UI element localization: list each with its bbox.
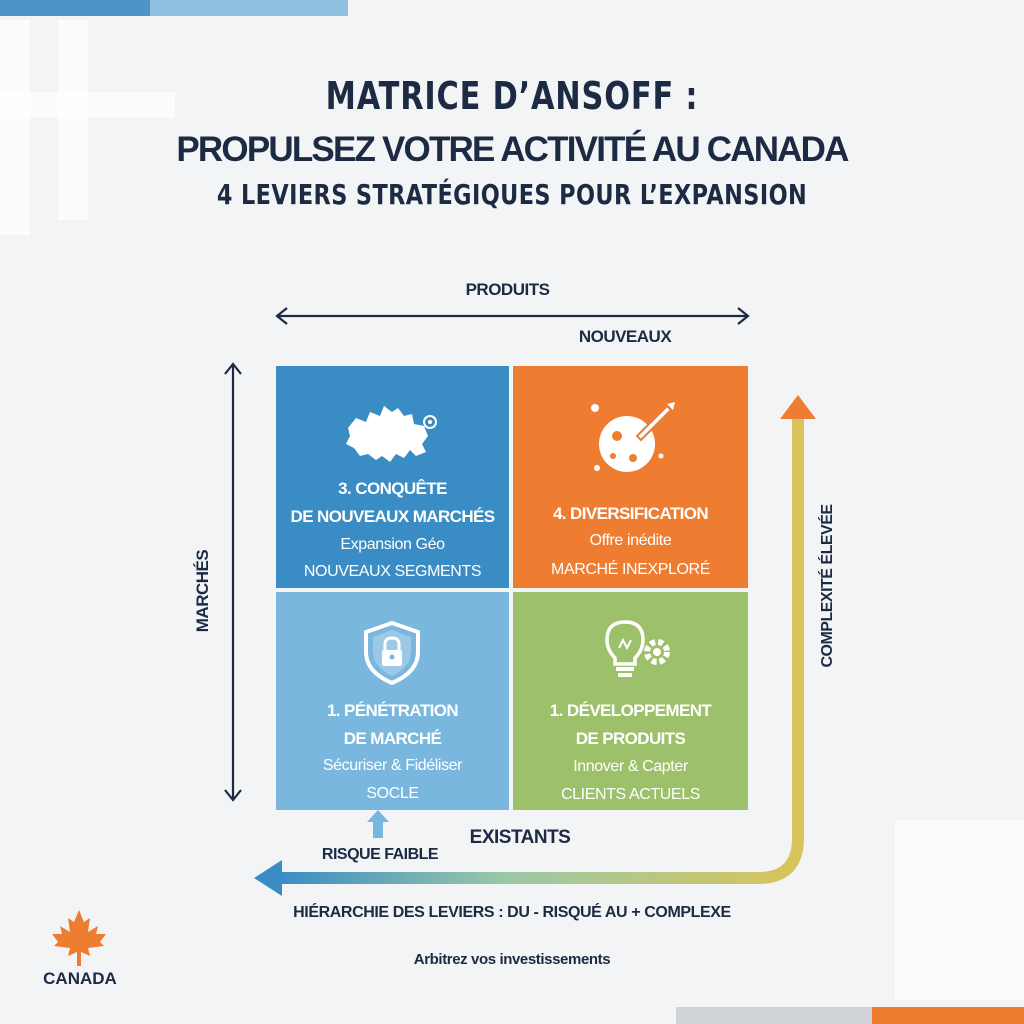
low-risk-label: RISQUE FAIBLE <box>321 846 439 863</box>
low-risk-arrow-icon <box>365 808 391 840</box>
markets-axis-arrow <box>219 358 247 806</box>
quadrant-product-development <box>513 592 748 810</box>
quadrant-subtitle: Expansion Géo <box>340 536 445 553</box>
quadrant-title: DE MARCHÉ <box>343 729 442 748</box>
new-axis-label: NOUVEAUX <box>578 327 672 346</box>
lightbulb-gear-icon <box>599 618 673 684</box>
quadrant-subtitle: Sécuriser & Fidéliser <box>322 757 463 774</box>
background-decoration <box>0 20 30 235</box>
main-title: MATRICE D’ANSOFF : <box>325 74 699 118</box>
top-accent-bar-light-blue <box>150 0 348 16</box>
bottom-accent-bar-orange <box>872 1007 1024 1024</box>
brand-label: CANADA <box>43 969 117 988</box>
quadrant-title: DE NOUVEAUX MARCHÉS <box>290 507 495 526</box>
quadrant-diversification <box>513 366 748 588</box>
quadrant-tag: NOUVEAUX SEGMENTS <box>303 563 482 580</box>
complexity-label: COMPLEXITÉ ÉLEVÉE <box>819 504 836 668</box>
subtitle: 4 LEVIERS STRATÉGIQUES POUR L’EXPANSION <box>216 178 808 211</box>
bottom-accent-bar-grey <box>676 1007 872 1024</box>
rocket-icon <box>583 396 683 480</box>
quadrant-title: 4. DIVERSIFICATION <box>552 504 709 523</box>
shield-lock-icon <box>360 620 424 686</box>
canada-map-icon <box>340 400 440 474</box>
markets-axis-label: MARCHÉS <box>193 549 212 633</box>
existing-axis-label: EXISTANTS <box>469 827 571 848</box>
headline: PROPULSEZ VOTRE ACTIVITÉ AU CANADA <box>176 130 848 169</box>
quadrant-market-development <box>276 366 509 588</box>
quadrant-market-penetration <box>276 592 509 810</box>
quadrant-title: 1. PÉNÉTRATION <box>326 701 459 720</box>
top-accent-bar-blue <box>0 0 150 16</box>
quadrant-tag: CLIENTS ACTUELS <box>561 786 700 803</box>
quadrant-tag: MARCHÉ INEXPLORÉ <box>551 561 710 578</box>
quadrant-subtitle: Offre inédite <box>589 532 672 549</box>
quadrant-title: 3. CONQUÊTE <box>338 479 447 498</box>
call-to-action-text: Arbitrez vos investissements <box>413 951 611 968</box>
hierarchy-caption: HIÉRARCHIE DES LEVIERS : DU - RISQUÉ AU + COMPLEXE <box>293 904 731 921</box>
products-axis-arrow <box>270 302 755 330</box>
maple-leaf-icon <box>48 908 110 968</box>
quadrant-title: 1. DÉVELOPPEMENT <box>549 701 712 720</box>
products-axis-label: PRODUITS <box>465 280 550 299</box>
quadrant-tag: SOCLE <box>366 785 419 802</box>
background-decoration <box>58 20 88 220</box>
quadrant-subtitle: Innover & Capter <box>573 758 688 775</box>
quadrant-title: DE PRODUITS <box>575 729 686 748</box>
